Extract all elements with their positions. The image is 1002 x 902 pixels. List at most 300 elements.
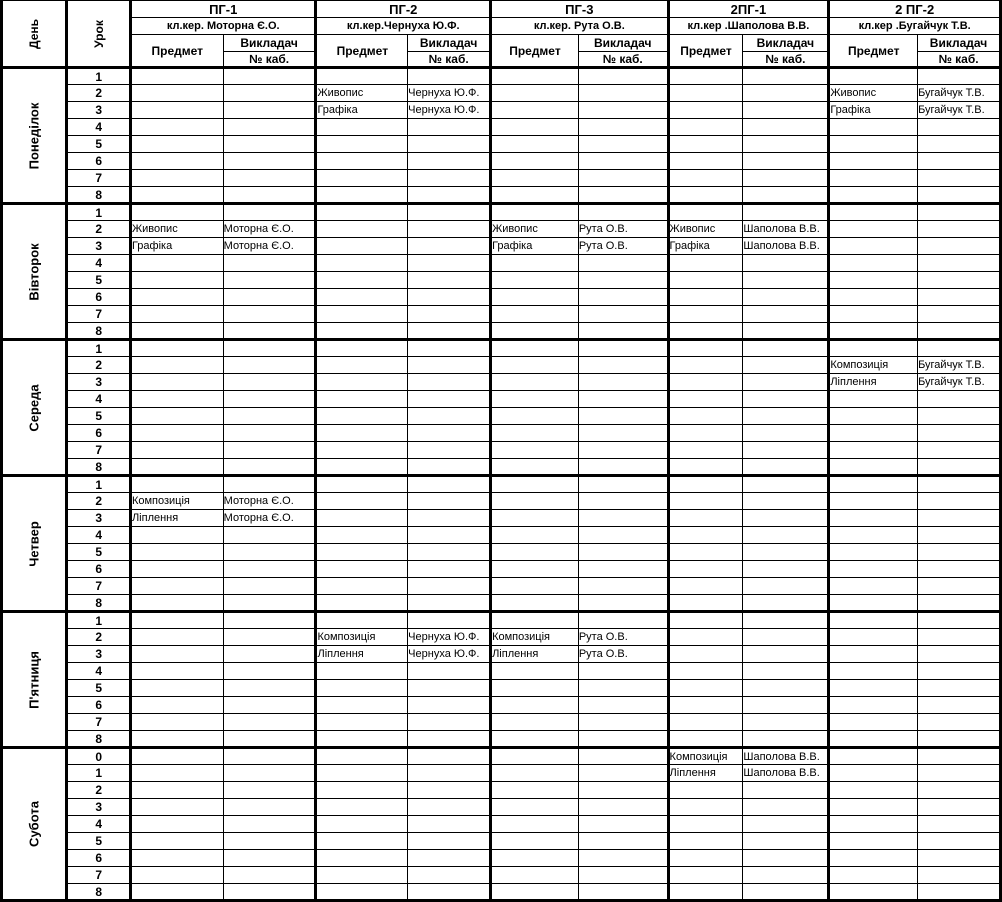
teacher-cell — [408, 578, 491, 595]
teacher-cell — [223, 799, 316, 816]
lesson-number: 3 — [67, 510, 131, 527]
teacher-cell — [578, 119, 668, 136]
teacher-cell — [743, 255, 829, 272]
subject-cell — [316, 578, 408, 595]
subject-cell — [668, 612, 743, 629]
subject-header: Предмет — [316, 35, 408, 68]
lesson-row — [2, 272, 1001, 289]
teacher-cell — [408, 612, 491, 629]
subject-cell — [130, 714, 223, 731]
teacher-cell — [578, 731, 668, 748]
teacher-cell — [918, 340, 1001, 357]
teacher-cell — [918, 748, 1001, 765]
lesson-row — [2, 136, 1001, 153]
lesson-number: 8 — [67, 884, 131, 901]
subject-cell — [316, 765, 408, 782]
subject-cell — [668, 306, 743, 323]
subject-cell — [829, 272, 918, 289]
lesson-row — [2, 578, 1001, 595]
teacher-cell — [408, 119, 491, 136]
teacher-cell — [223, 629, 316, 646]
subject-header: Предмет — [130, 35, 223, 68]
lesson-number: 3 — [67, 646, 131, 663]
subject-cell — [491, 459, 579, 476]
lesson-row — [2, 612, 1001, 629]
subject-cell — [316, 170, 408, 187]
subject-cell — [130, 391, 223, 408]
subject-cell — [316, 306, 408, 323]
subject-cell — [491, 442, 579, 459]
subject-cell — [829, 204, 918, 221]
teacher-cell: Чернуха Ю.Ф. — [408, 102, 491, 119]
teacher-cell — [408, 272, 491, 289]
teacher-cell — [743, 680, 829, 697]
lesson-number: 7 — [67, 578, 131, 595]
teacher-cell — [743, 68, 829, 85]
teacher-cell — [918, 425, 1001, 442]
subject-cell — [829, 323, 918, 340]
subject-cell — [829, 884, 918, 901]
teacher-cell — [223, 306, 316, 323]
teacher-cell — [223, 476, 316, 493]
teacher-cell — [408, 765, 491, 782]
subject-cell — [316, 680, 408, 697]
teacher-cell — [918, 816, 1001, 833]
teacher-cell — [578, 867, 668, 884]
teacher-cell — [223, 816, 316, 833]
subject-cell — [130, 119, 223, 136]
teacher-cell — [408, 493, 491, 510]
subject-cell — [668, 255, 743, 272]
teacher-cell — [408, 442, 491, 459]
subject-cell — [491, 595, 579, 612]
teacher-cell — [578, 323, 668, 340]
lesson-row — [2, 187, 1001, 204]
teacher-cell — [743, 646, 829, 663]
subject-cell — [668, 714, 743, 731]
teacher-cell — [408, 340, 491, 357]
teacher-cell — [918, 272, 1001, 289]
teacher-cell — [743, 340, 829, 357]
subject-cell — [316, 153, 408, 170]
teacher-cell — [918, 680, 1001, 697]
subject-cell — [668, 493, 743, 510]
lesson-number: 3 — [67, 102, 131, 119]
teacher-cell — [743, 102, 829, 119]
subject-cell — [829, 561, 918, 578]
teacher-cell: Чернуха Ю.Ф. — [408, 646, 491, 663]
subject-cell — [130, 680, 223, 697]
subject-cell — [829, 510, 918, 527]
teacher-cell — [408, 850, 491, 867]
teacher-cell — [743, 119, 829, 136]
subject-cell — [668, 595, 743, 612]
class-teacher: кл.кер .Бугайчук Т.В. — [829, 18, 1001, 35]
teacher-cell — [918, 408, 1001, 425]
teacher-cell — [743, 884, 829, 901]
teacher-cell — [918, 442, 1001, 459]
teacher-cell — [743, 391, 829, 408]
subject-cell — [316, 697, 408, 714]
subject-cell — [829, 68, 918, 85]
group-name: ПГ-2 — [316, 1, 491, 18]
subject-cell — [491, 102, 579, 119]
teacher-cell — [918, 289, 1001, 306]
subject-cell — [668, 578, 743, 595]
class-teacher: кл.кер. Моторна Є.О. — [130, 18, 316, 35]
teacher-cell — [918, 153, 1001, 170]
teacher-cell — [743, 527, 829, 544]
teacher-cell — [578, 476, 668, 493]
teacher-cell — [918, 238, 1001, 255]
subject-cell — [829, 340, 918, 357]
teacher-cell — [578, 884, 668, 901]
teacher-cell: Шаполова В.В. — [743, 765, 829, 782]
teacher-cell — [918, 561, 1001, 578]
subject-cell — [668, 799, 743, 816]
lesson-row — [2, 340, 1001, 357]
lesson-row — [2, 561, 1001, 578]
lesson-row — [2, 510, 1001, 527]
subject-cell — [668, 102, 743, 119]
lesson-number: 5 — [67, 272, 131, 289]
lesson-number: 3 — [67, 799, 131, 816]
teacher-cell — [223, 340, 316, 357]
subject-cell — [668, 272, 743, 289]
teacher-cell: Моторна Є.О. — [223, 493, 316, 510]
teacher-cell — [918, 68, 1001, 85]
subject-cell — [316, 493, 408, 510]
subject-cell: Ліплення — [316, 646, 408, 663]
teacher-cell — [918, 765, 1001, 782]
day-header-label: День — [27, 18, 42, 49]
teacher-cell — [578, 187, 668, 204]
lesson-number: 2 — [67, 493, 131, 510]
lesson-number: 5 — [67, 544, 131, 561]
subject-cell — [829, 187, 918, 204]
subject-cell — [130, 289, 223, 306]
teacher-cell — [408, 68, 491, 85]
subject-cell — [829, 527, 918, 544]
teacher-cell: Рута О.В. — [578, 221, 668, 238]
lesson-row — [2, 867, 1001, 884]
subject-cell — [316, 323, 408, 340]
teacher-cell: Рута О.В. — [578, 629, 668, 646]
teacher-cell — [578, 544, 668, 561]
teacher-cell — [743, 816, 829, 833]
subject-cell — [668, 663, 743, 680]
subject-cell — [829, 799, 918, 816]
teacher-cell — [578, 578, 668, 595]
lesson-number: 4 — [67, 527, 131, 544]
teacher-cell — [223, 646, 316, 663]
subject-cell — [130, 459, 223, 476]
subject-cell — [130, 255, 223, 272]
subject-cell — [316, 289, 408, 306]
subject-cell — [316, 136, 408, 153]
teacher-header: Викладач — [408, 35, 491, 52]
subject-cell — [130, 153, 223, 170]
teacher-cell — [408, 459, 491, 476]
teacher-cell — [743, 442, 829, 459]
teacher-cell — [743, 578, 829, 595]
teacher-cell — [408, 408, 491, 425]
subject-cell — [829, 612, 918, 629]
lesson-number: 4 — [67, 663, 131, 680]
teacher-cell — [918, 170, 1001, 187]
teacher-cell — [918, 459, 1001, 476]
subject-cell — [829, 136, 918, 153]
teacher-cell — [408, 782, 491, 799]
group-name: ПГ-3 — [491, 1, 668, 18]
lesson-row — [2, 765, 1001, 782]
subject-cell — [668, 697, 743, 714]
subject-cell — [829, 731, 918, 748]
lesson-number: 5 — [67, 833, 131, 850]
subject-cell: Ліплення — [668, 765, 743, 782]
lesson-row — [2, 850, 1001, 867]
teacher-cell — [408, 510, 491, 527]
subject-cell — [130, 476, 223, 493]
teacher-cell — [408, 306, 491, 323]
teacher-cell — [223, 697, 316, 714]
teacher-cell — [223, 714, 316, 731]
subject-cell: Композиція — [491, 629, 579, 646]
subject-cell — [491, 374, 579, 391]
subject-cell — [668, 527, 743, 544]
teacher-cell: Моторна Є.О. — [223, 510, 316, 527]
lesson-number: 6 — [67, 153, 131, 170]
subject-cell — [491, 68, 579, 85]
subject-cell — [316, 459, 408, 476]
lesson-number: 8 — [67, 595, 131, 612]
teacher-cell — [223, 663, 316, 680]
subject-cell — [491, 850, 579, 867]
teacher-cell — [743, 357, 829, 374]
subject-cell — [130, 170, 223, 187]
lesson-number: 5 — [67, 408, 131, 425]
day-column-header — [2, 1, 67, 68]
subject-cell — [829, 782, 918, 799]
teacher-cell — [223, 68, 316, 85]
subject-cell — [829, 850, 918, 867]
subject-cell — [130, 697, 223, 714]
day-name: П'ятниця — [26, 650, 42, 709]
teacher-cell — [578, 663, 668, 680]
teacher-cell — [578, 765, 668, 782]
room-header: № каб. — [743, 52, 829, 68]
lesson-row — [2, 289, 1001, 306]
teacher-cell — [578, 612, 668, 629]
teacher-cell — [743, 782, 829, 799]
teacher-cell — [408, 476, 491, 493]
teacher-cell — [918, 867, 1001, 884]
teacher-cell — [578, 442, 668, 459]
lesson-number: 2 — [67, 782, 131, 799]
teacher-cell — [918, 799, 1001, 816]
teacher-cell — [408, 425, 491, 442]
teacher-cell — [743, 850, 829, 867]
subject-cell — [316, 408, 408, 425]
teacher-cell — [918, 646, 1001, 663]
room-header: № каб. — [223, 52, 316, 68]
teacher-header: Викладач — [743, 35, 829, 52]
teacher-cell — [918, 221, 1001, 238]
subject-cell — [491, 323, 579, 340]
lesson-number: 4 — [67, 391, 131, 408]
subject-cell — [491, 272, 579, 289]
subject-cell — [829, 663, 918, 680]
teacher-cell — [408, 374, 491, 391]
teacher-cell — [408, 170, 491, 187]
subject-cell — [316, 255, 408, 272]
teacher-cell — [578, 697, 668, 714]
teacher-cell — [578, 799, 668, 816]
teacher-cell — [578, 833, 668, 850]
subject-cell — [316, 68, 408, 85]
subject-cell — [829, 119, 918, 136]
subject-cell — [316, 561, 408, 578]
teacher-cell — [578, 68, 668, 85]
subject-cell — [829, 391, 918, 408]
lesson-number: 7 — [67, 867, 131, 884]
lesson-row — [2, 731, 1001, 748]
subject-cell — [829, 833, 918, 850]
teacher-cell — [223, 612, 316, 629]
subject-cell — [668, 561, 743, 578]
teacher-cell — [918, 663, 1001, 680]
teacher-cell — [918, 578, 1001, 595]
subject-cell — [668, 459, 743, 476]
subject-cell — [491, 612, 579, 629]
subject-cell — [130, 187, 223, 204]
teacher-cell — [408, 204, 491, 221]
teacher-cell: Моторна Є.О. — [223, 221, 316, 238]
teacher-cell — [918, 697, 1001, 714]
teacher-cell: Шаполова В.В. — [743, 238, 829, 255]
subject-cell — [491, 816, 579, 833]
subject-cell — [130, 357, 223, 374]
subject-cell — [491, 340, 579, 357]
teacher-cell — [918, 833, 1001, 850]
subject-cell — [491, 136, 579, 153]
day-name: Четвер — [26, 520, 42, 567]
lesson-row — [2, 357, 1001, 374]
subject-cell — [829, 544, 918, 561]
teacher-cell — [918, 850, 1001, 867]
teacher-cell — [408, 255, 491, 272]
teacher-cell — [223, 578, 316, 595]
teacher-cell — [223, 289, 316, 306]
teacher-cell — [408, 187, 491, 204]
subject-cell: Композиція — [130, 493, 223, 510]
teacher-cell — [408, 289, 491, 306]
lesson-number: 5 — [67, 680, 131, 697]
teacher-header: Викладач — [223, 35, 316, 52]
teacher-cell — [408, 884, 491, 901]
teacher-cell — [918, 544, 1001, 561]
subject-cell — [668, 646, 743, 663]
teacher-cell — [223, 680, 316, 697]
lesson-row — [2, 833, 1001, 850]
day-name: Вівторок — [26, 242, 42, 301]
teacher-cell — [223, 136, 316, 153]
teacher-cell — [743, 544, 829, 561]
lesson-row — [2, 527, 1001, 544]
subject-cell — [829, 170, 918, 187]
group-name: ПГ-1 — [130, 1, 316, 18]
subject-cell — [668, 136, 743, 153]
subject-cell — [829, 765, 918, 782]
subject-cell — [491, 153, 579, 170]
room-header: № каб. — [918, 52, 1001, 68]
subject-cell — [316, 238, 408, 255]
subject-cell — [316, 442, 408, 459]
subject-cell — [316, 357, 408, 374]
teacher-cell — [743, 714, 829, 731]
subject-cell — [668, 85, 743, 102]
teacher-cell: Рута О.В. — [578, 646, 668, 663]
subject-cell — [316, 663, 408, 680]
subject-cell — [668, 816, 743, 833]
day-cell — [2, 748, 67, 901]
teacher-cell — [743, 612, 829, 629]
subject-cell — [829, 714, 918, 731]
teacher-cell — [743, 289, 829, 306]
teacher-cell — [223, 595, 316, 612]
subject-cell — [668, 629, 743, 646]
subject-cell — [829, 221, 918, 238]
lesson-row — [2, 544, 1001, 561]
lesson-number: 7 — [67, 442, 131, 459]
subject-cell — [668, 153, 743, 170]
lesson-row — [2, 629, 1001, 646]
teacher-cell — [408, 136, 491, 153]
subject-cell — [316, 340, 408, 357]
teacher-cell — [918, 595, 1001, 612]
lesson-row — [2, 884, 1001, 901]
teacher-cell — [578, 272, 668, 289]
teacher-cell — [408, 221, 491, 238]
teacher-cell — [918, 527, 1001, 544]
subject-cell — [130, 663, 223, 680]
lesson-row — [2, 459, 1001, 476]
teacher-cell: Чернуха Ю.Ф. — [408, 629, 491, 646]
lesson-row — [2, 799, 1001, 816]
subject-cell — [829, 867, 918, 884]
lesson-number: 2 — [67, 629, 131, 646]
subject-cell: Ліплення — [829, 374, 918, 391]
subject-cell — [491, 85, 579, 102]
lesson-number: 0 — [67, 748, 131, 765]
lesson-number: 2 — [67, 221, 131, 238]
teacher-cell: Бугайчук Т.В. — [918, 102, 1001, 119]
teacher-cell — [743, 204, 829, 221]
teacher-cell — [223, 187, 316, 204]
teacher-cell — [743, 85, 829, 102]
teacher-cell — [918, 714, 1001, 731]
teacher-cell — [578, 391, 668, 408]
lesson-number: 4 — [67, 255, 131, 272]
subject-cell — [491, 204, 579, 221]
subject-cell — [829, 255, 918, 272]
teacher-header: Викладач — [578, 35, 668, 52]
lesson-row — [2, 425, 1001, 442]
subject-cell — [130, 102, 223, 119]
lesson-row — [2, 204, 1001, 221]
teacher-cell — [408, 799, 491, 816]
subject-cell — [491, 833, 579, 850]
